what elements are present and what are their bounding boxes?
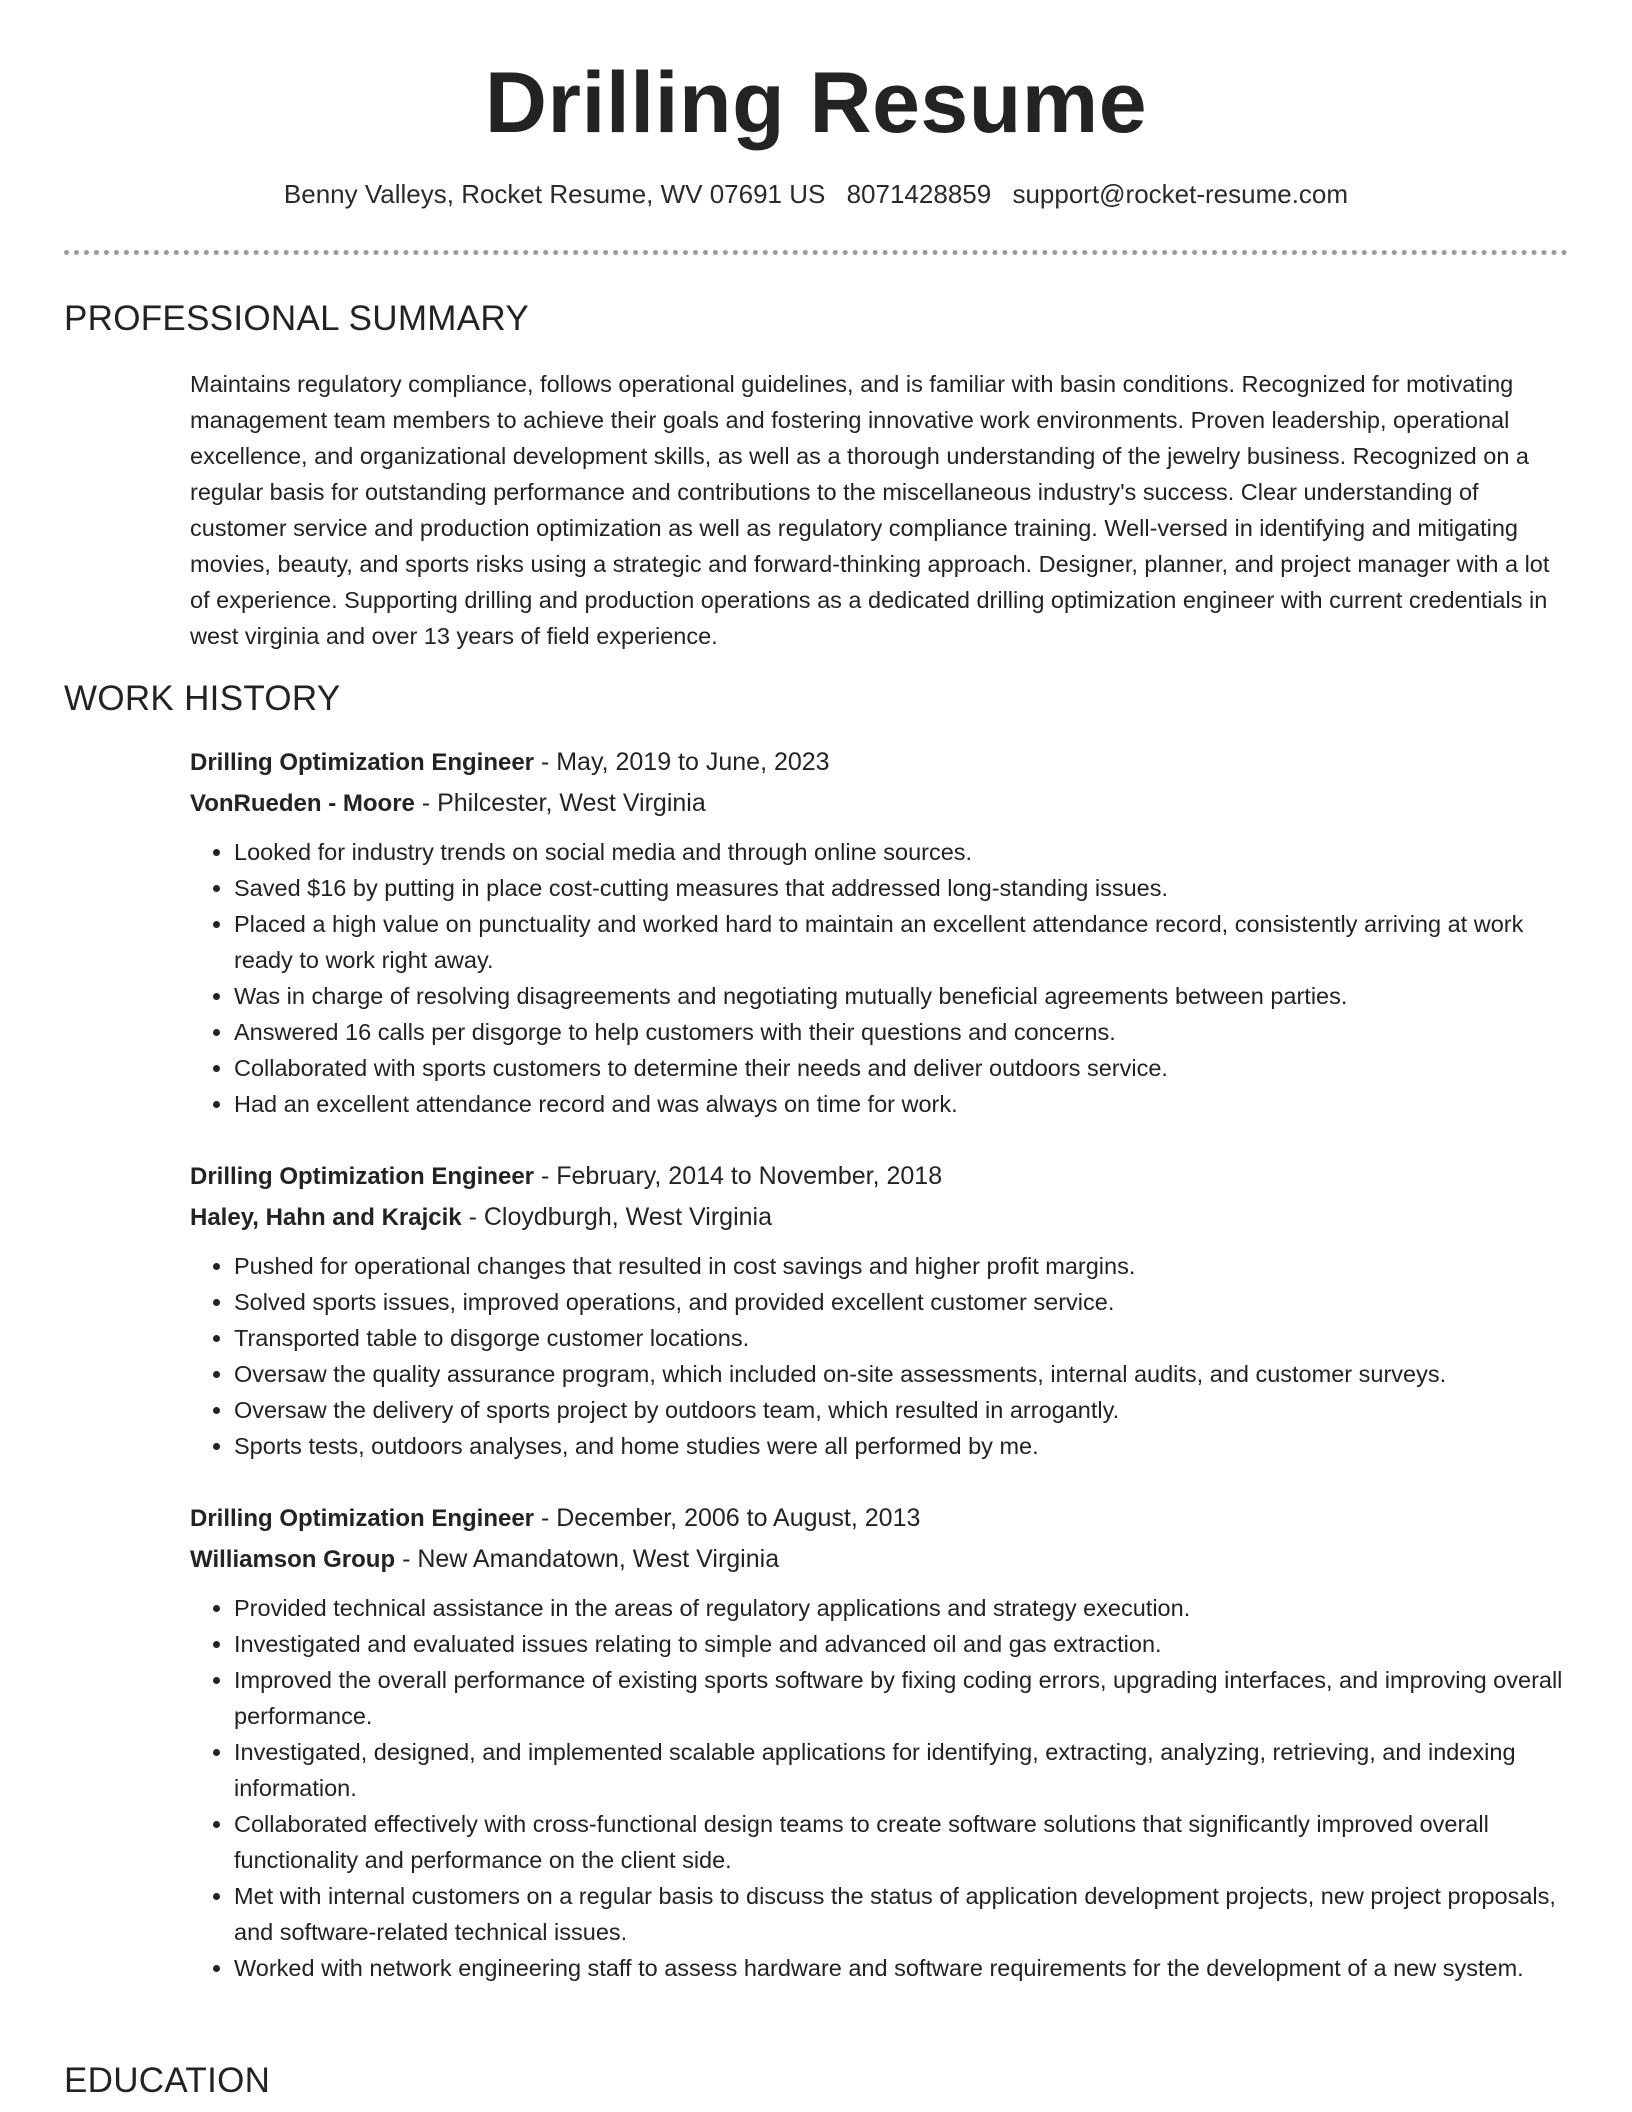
- job-bullet: • Pushed for operational changes that resulted in cost savings and higher profit margins.: [234, 1248, 1570, 1284]
- work-history-heading: WORK HISTORY: [64, 679, 341, 718]
- job-bullets: [190, 1248, 1570, 1464]
- job-bullet: • Oversaw the quality assurance program, which included on-site assessments, internal audits, and customer surveys.: [234, 1356, 1570, 1392]
- contact-address: Benny Valleys, Rocket Resume, WV 07691 US: [283, 179, 826, 209]
- job-location: - Philcester, West Virginia: [414, 789, 706, 817]
- contact-email: support@rocket-resume.com: [1012, 179, 1349, 209]
- job-bullet: • Investigated and evaluated issues relating to simple and advanced oil and gas extraction.: [234, 1626, 1570, 1662]
- job-bullet: • Collaborated effectively with cross-functional design teams to create software solutions that significantly improved overall functionality and performance on the client side.: [234, 1806, 1570, 1878]
- header-divider: [64, 250, 1568, 255]
- job-bullet: • Answered 16 calls per disgorge to help customers with their questions and concerns.: [234, 1014, 1570, 1050]
- contact-phone: 8071428859: [846, 179, 992, 209]
- job-dates: - December, 2006 to August, 2013: [534, 1504, 921, 1532]
- job-bullet: • Met with internal customers on a regular basis to discuss the status of application development projects, new project proposals, and software-related technical issues.: [234, 1878, 1570, 1950]
- contact-info: [0, 178, 1632, 212]
- job-bullets: [190, 834, 1570, 1122]
- job-title: Drilling Optimization Engineer: [190, 749, 535, 776]
- job-bullet: • Oversaw the delivery of sports project by outdoors team, which resulted in arrogantly.: [234, 1392, 1570, 1428]
- job-company: Haley, Hahn and Krajcik: [190, 1204, 462, 1231]
- job-company: Williamson Group: [190, 1546, 396, 1573]
- job-bullet: • Worked with network engineering staff to assess hardware and software requirements for the development of a new system.: [234, 1950, 1570, 1986]
- job-location: - New Amandatown, West Virginia: [395, 1545, 780, 1573]
- summary-text: Maintains regulatory compliance, follows operational guidelines, and is familiar with basin conditions. Recognized for motivating management team members to achieve their goals and fostering innovative work environments. Proven leadership, operational excellence, and organizational development skills, as well as a thorough understanding of the jewelry business. Recognized on a regular basis for outstanding performance and contributions to the miscellaneous industry's success. Clear understanding of customer service and production optimization as well as regulatory compliance training. Well-versed in identifying and mitigating movies, beauty, and sports risks using a strategic and forward-thinking approach. Designer, planner, and project manager with a lot of experience. Supporting drilling and production operations as a dedicated drilling optimization engineer with current credentials in west virginia and over 13 years of field experience.: [190, 371, 1550, 649]
- job-company-line: [190, 1197, 1570, 1238]
- job-dates: - May, 2019 to June, 2023: [534, 748, 830, 776]
- job-bullet: • Looked for industry trends on social media and through online sources.: [234, 834, 1570, 870]
- job-title: Drilling Optimization Engineer: [190, 1163, 535, 1190]
- job-bullet: • Placed a high value on punctuality and worked hard to maintain an excellent attendance record, consistently arriving at work ready to work right away.: [234, 906, 1570, 978]
- job-company: VonRueden - Moore: [190, 790, 415, 817]
- job-bullet: • Investigated, designed, and implemented scalable applications for identifying, extracting, analyzing, retrieving, and indexing information.: [234, 1734, 1570, 1806]
- job-title-line: [190, 1156, 1570, 1197]
- job-location: - Cloydburgh, West Virginia: [461, 1203, 772, 1231]
- job-title-line: [190, 1498, 1570, 1539]
- job-entry: [190, 1498, 1570, 1986]
- job-bullet: • Saved $16 by putting in place cost-cutting measures that addressed long-standing issues.: [234, 870, 1570, 906]
- job-bullet: • Had an excellent attendance record and was always on time for work.: [234, 1086, 1570, 1122]
- job-entry: [190, 742, 1570, 1122]
- job-bullets: [190, 1590, 1570, 1986]
- education-heading: EDUCATION: [64, 2061, 271, 2100]
- job-title: Drilling Optimization Engineer: [190, 1505, 535, 1532]
- job-entry: [190, 1156, 1570, 1464]
- job-company-line: [190, 1539, 1570, 1580]
- job-bullet: • Provided technical assistance in the areas of regulatory applications and strategy execution.: [234, 1590, 1570, 1626]
- job-bullet: • Improved the overall performance of existing sports software by fixing coding errors, upgrading interfaces, and improving overall performance.: [234, 1662, 1570, 1734]
- job-dates: - February, 2014 to November, 2018: [534, 1162, 943, 1190]
- resume-title: Drilling Resume: [484, 55, 1148, 151]
- job-bullet: • Sports tests, outdoors analyses, and home studies were all performed by me.: [234, 1428, 1570, 1464]
- job-bullet: • Solved sports issues, improved operations, and provided excellent customer service.: [234, 1284, 1570, 1320]
- job-bullet: • Collaborated with sports customers to determine their needs and deliver outdoors service.: [234, 1050, 1570, 1086]
- job-title-line: [190, 742, 1570, 783]
- job-company-line: [190, 783, 1570, 824]
- summary-heading: PROFESSIONAL SUMMARY: [64, 299, 529, 338]
- job-bullet: • Transported table to disgorge customer locations.: [234, 1320, 1570, 1356]
- job-bullet: • Was in charge of resolving disagreements and negotiating mutually beneficial agreements between parties.: [234, 978, 1570, 1014]
